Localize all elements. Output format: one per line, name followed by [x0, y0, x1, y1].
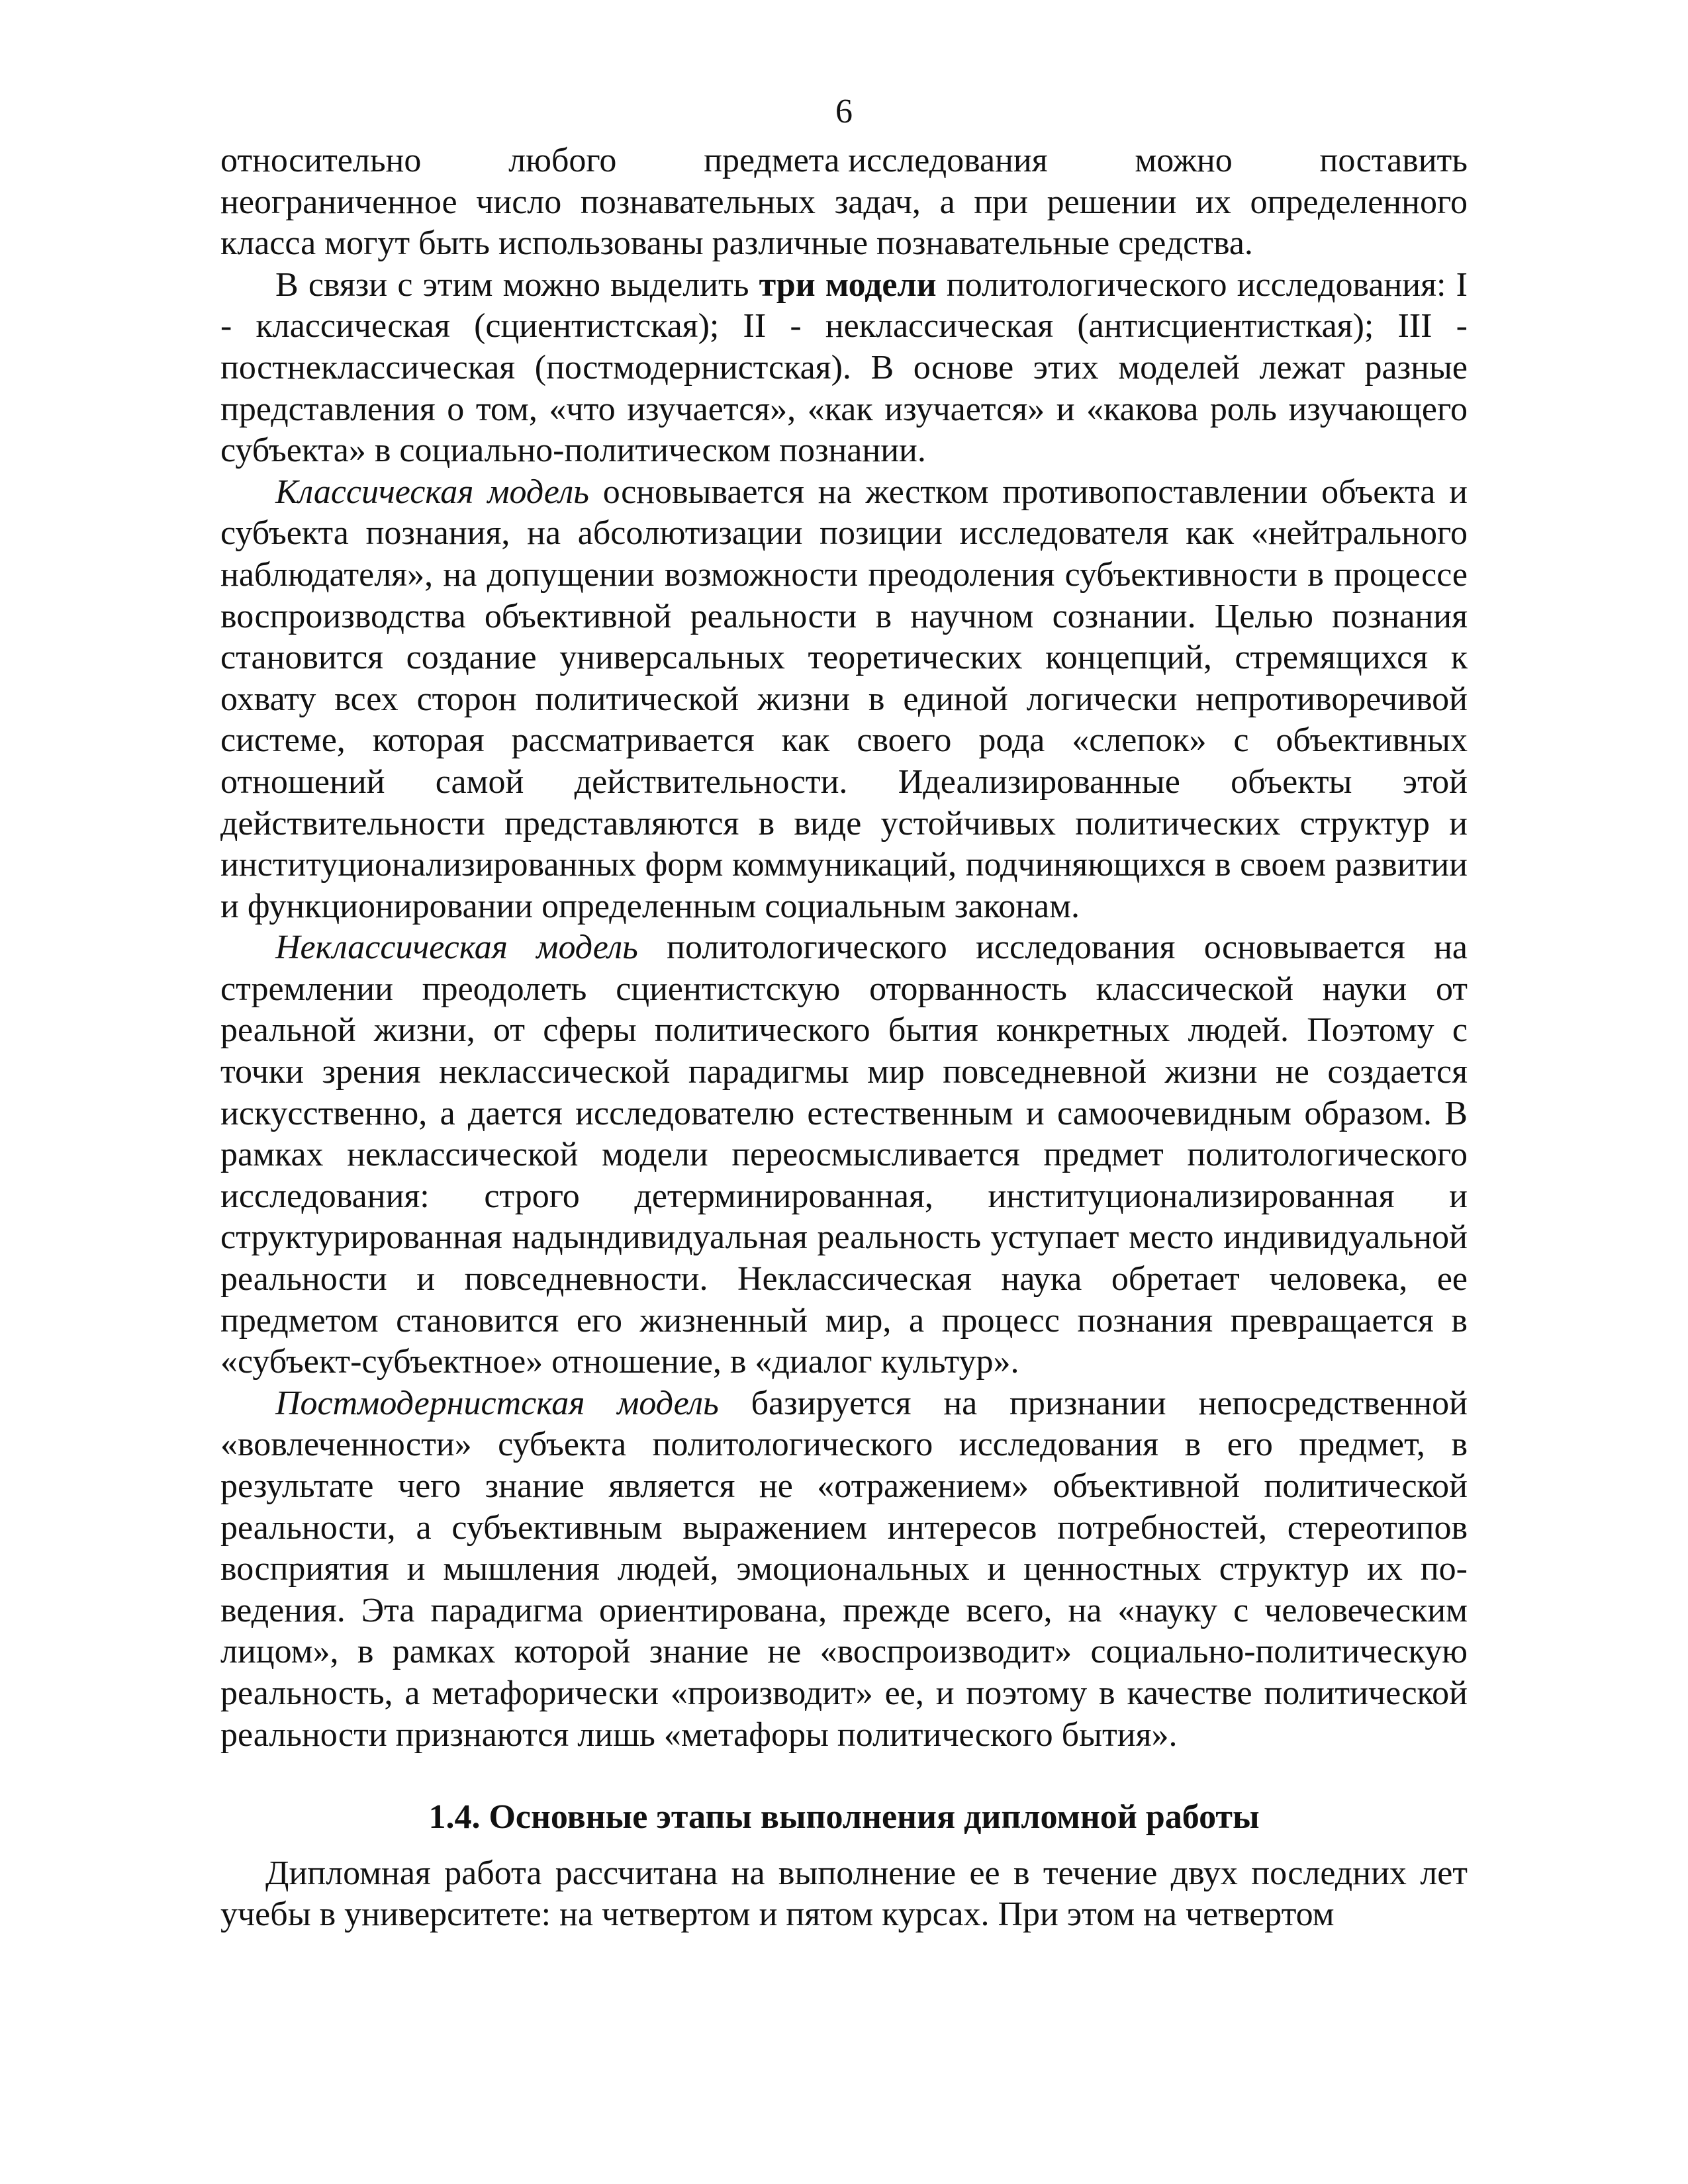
document-body: [220, 140, 1468, 1936]
paragraph-text: базируется на признании непосредственной «вовлеченности» субъекта политологического исследования в его предмет, в результате чего знание является не «отражением» объективной политической реальности, а субъективным выражением интересов потребностей, стереотипов восприятия и мышления людей, эмоциональных и ценностных структур их поведения. Эта парадигма ориентирована, прежде всего, на «науку с человеческим лицом», в рамках которой знание не «воспроизводит» социально-политическую реальность, а метафорически «производит» ее, и поэтому в качестве политической реальности признаются лишь «метафоры политического бытия».: [220, 1384, 1468, 1754]
paragraph-text: В связи с этим можно выделить: [275, 265, 759, 304]
italic-term: Постмодернистская модель: [275, 1384, 719, 1422]
italic-term: Классическая модель: [275, 473, 589, 511]
paragraph-nonclassical-model: [220, 927, 1468, 1383]
paragraph-text: политологического исследования основывается на стремлении преодолеть сциентистскую оторванность классической науки от реальной жизни, от сферы политического бытия конкретных людей. Поэтому с точки зрения неклассической парадигмы мир повседневной жизни не создается искусственно, а дается исследователю естественным и самоочевидным образом. В рамках неклассической модели переосмысливается предмет политологического исследования: строго детерминированная, институционализированная и структурированная надындивидуальная реальность уступает место индивидуальной реальности и повседневности. Неклассическая наука обретает человека, ее предметом становится его жизненный мир, а процесс познания превращается в «субъект-субъектное» отношение, в «диалог культур».: [220, 929, 1468, 1381]
lead-word: любого: [508, 142, 617, 179]
paragraph-diploma-work: Дипломная работа рассчитана на выполнение ее в течение двух последних лет учебы в университете: на четвертом и пятом курсах. При этом на четвертом: [220, 1854, 1468, 1934]
italic-term: Неклассическая модель: [275, 929, 638, 967]
paragraph-classical-model: [220, 472, 1468, 928]
lead-word: относительно: [220, 142, 422, 179]
paragraph-text: политологического исследования: I - классическая (сциентистская); II - неклассическая (антисциентисткая); III - постнеклассическая (постмодернистская). В основе этих моделей лежат разные представления о том, «что изучается», «как изучается» и «какова роль изучающего субъекта» в социально-политическом познании.: [220, 265, 1468, 470]
lead-word: предмета исследования: [704, 142, 1048, 179]
paragraph-continuation-first-line: [220, 140, 1468, 182]
paragraph-continuation: неограниченное число познавательных задач, а при решении их определенного класса могут быть использованы различные познавательные средства.: [220, 183, 1468, 263]
paragraph-text: основывается на жестком противопоставлении объекта и субъекта познания, на абсолютизации позиции исследователя как «нейтрального наблюдателя», на допущении возможности преодоления субъективности в процессе воспроизводства объективной реальности в научном сознании. Целью познания становится создание универсальных теоретических концепций, стремящихся к охвату всех сторон политической жизни в единой логически непротиворечивой системе, которая рассматривается как своего рода «слепок» с объективных отношений самой действительности. Идеализированные объекты этой действительности представляются в виде устойчивых политических структур и институционализированных форм коммуникаций, подчиняющихся в своем развитии и функционировании определенным социальным законам.: [220, 473, 1468, 925]
lead-word: можно: [1135, 142, 1233, 179]
page-number: 6: [835, 93, 853, 130]
bold-term: три модели: [759, 265, 937, 304]
paragraph-postmodern-model: [220, 1383, 1468, 1756]
lead-word: поставить: [1319, 142, 1468, 179]
section-heading: 1.4. Основные этапы выполнения дипломной работы: [428, 1798, 1260, 1837]
paragraph-three-models: [220, 265, 1468, 472]
